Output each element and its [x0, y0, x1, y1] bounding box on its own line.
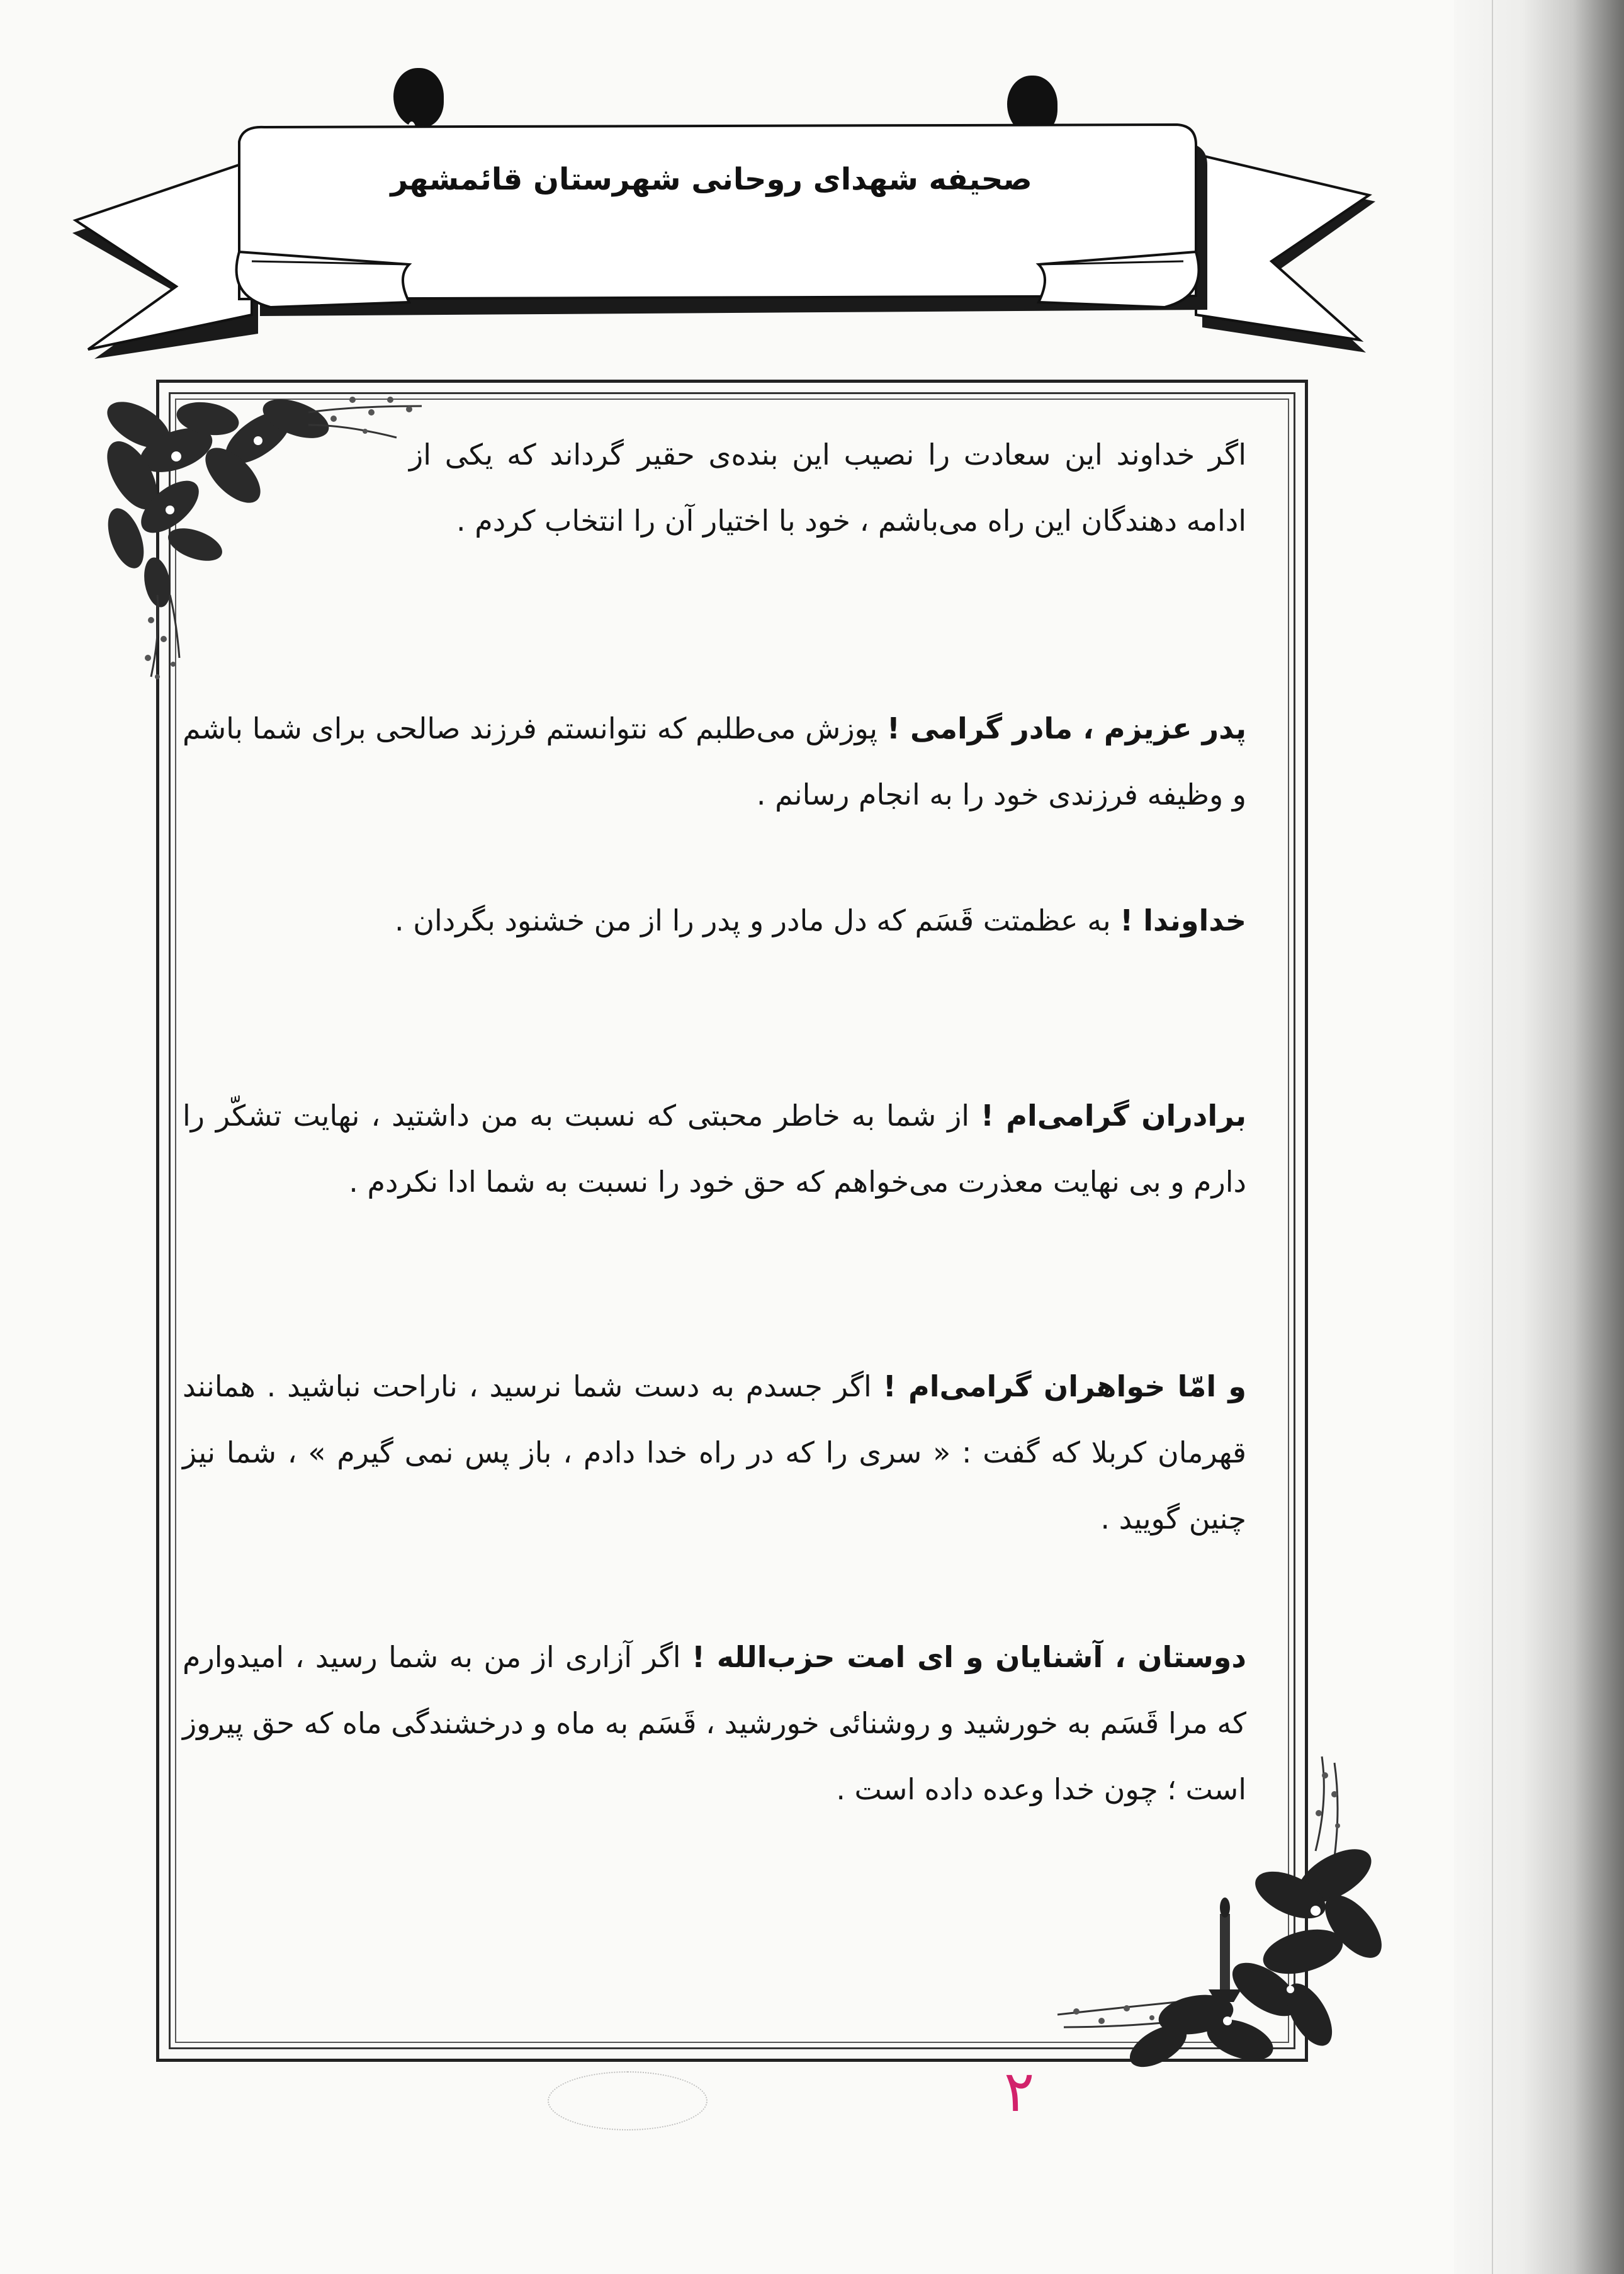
page-title: صحیفه شهدای روحانی شهرستان قائمشهر — [390, 162, 1032, 197]
paragraph-6-text: اگر آزاری از من به شما رسید ، امیدوارم که مرا قَسَم به خورشید و روشنائی خورشید ، قَسَم به ماه و درخشندگی ماه که حق پیروز است ؛ چون خدا وعده داده است . — [183, 1640, 1246, 1806]
paragraph-2-text: پوزش می‌طلبم که نتوانستم فرزند صالحی برای شما باشم و وظیفه فرزندی خود را به انجام رسانم . — [183, 711, 1246, 812]
paragraph-5-lead: و امّا خواهران گرامی‌ام ! — [882, 1369, 1246, 1403]
paragraph-1 — [183, 422, 1265, 554]
page-edge-shadow — [1454, 0, 1624, 2274]
paragraph-5-text: اگر جسدم به دست شما نرسید ، ناراحت نباشید . همانند قهرمان کربلا که گفت : « سری را که در راه خدا دادم ، باز پس نمی گیرم » ، شما نیز چنین گویید . — [183, 1369, 1246, 1536]
paragraph-4 — [183, 1083, 1265, 1215]
paragraph-2 — [183, 696, 1265, 828]
paragraph-1-text: اگر خداوند این سعادت را نصیب این بنده‌ی حقیر گرداند که یکی از ادامه دهندگان این راه می‌باشم ، خود با اختیار آن را انتخاب کردم . — [409, 438, 1246, 538]
paragraph-2-lead: پدر عزیزم ، مادر گرامی ! — [886, 711, 1246, 745]
paragraph-6-lead: دوستان ، آشنایان و ای امت حزب‌الله ! — [691, 1640, 1246, 1674]
paragraph-4-lead: برادران گرامی‌ام ! — [981, 1099, 1246, 1133]
page-number: ۲ — [1004, 2059, 1035, 2125]
paragraph-3-lead: خداوندا ! — [1120, 903, 1246, 937]
paragraph-5 — [183, 1354, 1265, 1552]
paragraph-3-text: به عظمتت قَسَم که دل مادر و پدر را از من خشنود بگردان . — [394, 903, 1120, 937]
faded-stamp — [548, 2071, 708, 2130]
paragraph-3 — [183, 888, 1265, 954]
paragraph-4-text: از شما به خاطر محبتی که نسبت به من داشتید ، نهایت تشکّر را دارم و بی نهایت معذرت می‌خواهم که حق خود را نسبت به شما ادا نکردم . — [183, 1099, 1246, 1199]
paragraph-6 — [183, 1624, 1265, 1823]
